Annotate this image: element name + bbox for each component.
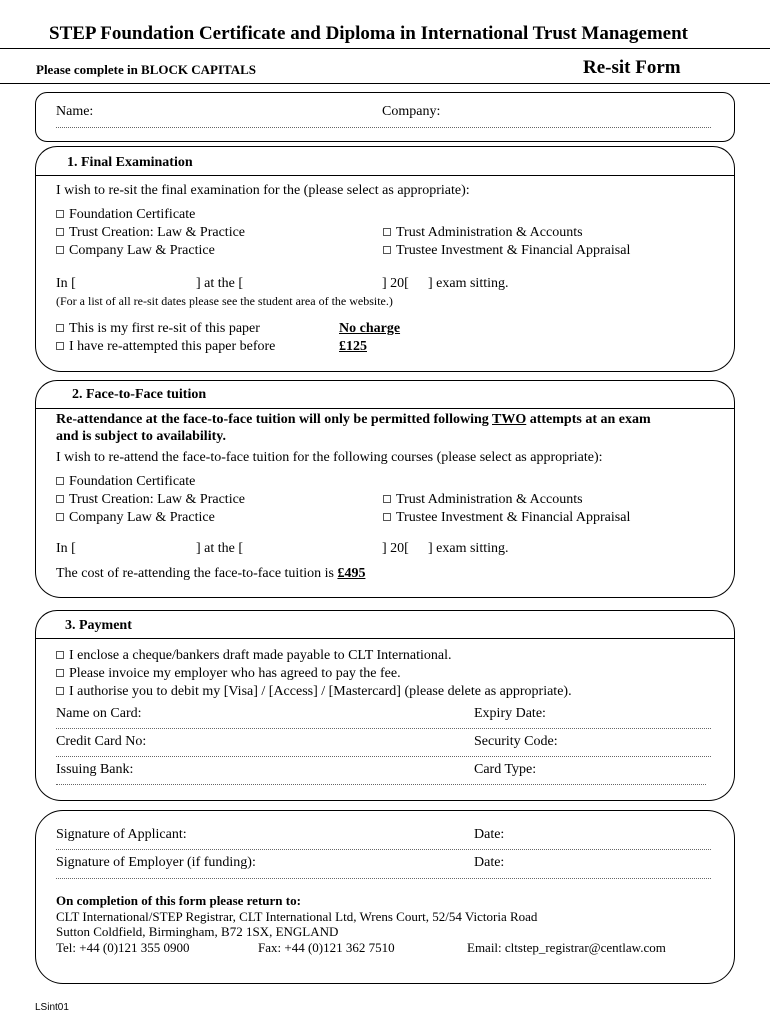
s2-option-trustee-investment[interactable]: Trustee Investment & Financial Appraisal <box>383 510 630 526</box>
checkbox[interactable] <box>383 495 391 503</box>
s1-option-trust-admin[interactable]: Trust Administration & Accounts <box>383 225 583 241</box>
name-label: Name: <box>56 104 94 119</box>
s1-option-foundation[interactable]: Foundation Certificate <box>56 207 195 223</box>
details-write-line[interactable] <box>56 127 711 128</box>
applicant-date-label: Date: <box>474 827 505 842</box>
return-heading: On completion of this form please return to: <box>56 893 301 908</box>
s2-sitting-year: ] 20[ <box>382 541 409 556</box>
s2-option-foundation[interactable]: Foundation Certificate <box>56 474 195 490</box>
expiry-date-label: Expiry Date: <box>474 706 546 721</box>
return-fax: Fax: +44 (0)121 362 7510 <box>258 940 395 955</box>
header-divider <box>0 48 770 49</box>
pay-invoice[interactable]: Please invoice my employer who has agreed to pay the fee. <box>56 666 401 682</box>
checkbox[interactable] <box>56 477 64 485</box>
s1-option-company-law[interactable]: Company Law & Practice <box>56 243 215 259</box>
s1-sitting-year: ] 20[ <box>382 276 409 291</box>
s1-first-resit-price: No charge <box>339 321 401 336</box>
employer-signature-line[interactable] <box>56 878 711 879</box>
s2-sitting-in: In [ <box>56 541 76 556</box>
pay-cheque[interactable]: I enclose a cheque/bankers draft made payable to CLT International. <box>56 648 452 664</box>
s1-resit-dates-note: (For a list of all re-sit dates please see the student area of the website.) <box>56 294 393 308</box>
return-address-2: Sutton Coldfield, Birmingham, B72 1SX, ENGLAND <box>56 924 339 939</box>
checkbox[interactable] <box>56 210 64 218</box>
section2-notice-cont: and is subject to availability. <box>56 429 226 444</box>
security-code-label: Security Code: <box>474 734 558 749</box>
card-no-label: Credit Card No: <box>56 734 147 749</box>
issuing-bank-line[interactable] <box>56 784 706 785</box>
company-label: Company: <box>382 104 441 119</box>
s2-sitting-suffix: ] exam sitting. <box>428 541 509 556</box>
checkbox[interactable] <box>383 513 391 521</box>
issuing-bank-label: Issuing Bank: <box>56 762 134 777</box>
employer-date-label: Date: <box>474 855 505 870</box>
return-email: Email: cltstep_registrar@centlaw.com <box>467 940 666 955</box>
checkbox[interactable] <box>56 246 64 254</box>
s1-option-trust-creation[interactable]: Trust Creation: Law & Practice <box>56 225 245 241</box>
section1-heading: 1. Final Examination <box>67 155 193 170</box>
checkbox[interactable] <box>56 495 64 503</box>
s2-cost-price: £495 <box>337 566 366 581</box>
name-on-card-label: Name on Card: <box>56 706 142 721</box>
return-tel: Tel: +44 (0)121 355 0900 <box>56 940 190 955</box>
applicant-signature-line[interactable] <box>56 849 711 850</box>
form-name: Re-sit Form <box>583 57 681 78</box>
s2-option-trust-admin[interactable]: Trust Administration & Accounts <box>383 492 583 508</box>
employer-signature-label: Signature of Employer (if funding): <box>56 855 256 870</box>
return-address-1: CLT International/STEP Registrar, CLT International Ltd, Wrens Court, 52/54 Victoria Road <box>56 909 538 924</box>
s1-option-trustee-investment[interactable]: Trustee Investment & Financial Appraisal <box>383 243 630 259</box>
name-on-card-line[interactable] <box>56 728 711 729</box>
checkbox[interactable] <box>56 342 64 350</box>
s2-cost: The cost of re-attending the face-to-face tuition is £495 <box>56 566 366 581</box>
section2-notice: Re-attendance at the face-to-face tuition will only be permitted following TWO attempts at an exam <box>56 412 651 427</box>
s2-option-company-law[interactable]: Company Law & Practice <box>56 510 215 526</box>
block-capitals-instruction: Please complete in BLOCK CAPITALS <box>36 62 257 77</box>
card-type-label: Card Type: <box>474 762 537 777</box>
s1-sitting-in: In [ <box>56 276 76 291</box>
checkbox[interactable] <box>56 228 64 236</box>
s2-option-trust-creation[interactable]: Trust Creation: Law & Practice <box>56 492 245 508</box>
section2-intro: I wish to re-attend the face-to-face tuition for the following courses (please select as appropriate): <box>56 450 603 465</box>
checkbox[interactable] <box>383 228 391 236</box>
applicant-signature-label: Signature of Applicant: <box>56 827 187 842</box>
pay-debit[interactable]: I authorise you to debit my [Visa] / [Access] / [Mastercard] (please delete as appropriate). <box>56 684 572 700</box>
s1-first-resit[interactable]: This is my first re-sit of this paper <box>56 321 260 337</box>
checkbox[interactable] <box>56 669 64 677</box>
checkbox[interactable] <box>56 651 64 659</box>
s2-sitting-at: ] at the [ <box>196 541 244 556</box>
form-code: LSint01 <box>35 1002 69 1013</box>
section3-heading: 3. Payment <box>65 618 132 633</box>
checkbox[interactable] <box>56 324 64 332</box>
s1-sitting-suffix: ] exam sitting. <box>428 276 509 291</box>
section1-intro: I wish to re-sit the final examination for the (please select as appropriate): <box>56 183 470 198</box>
page-title: STEP Foundation Certificate and Diploma in International Trust Management <box>49 23 688 44</box>
section2-heading: 2. Face-to-Face tuition <box>72 387 207 402</box>
card-no-line[interactable] <box>56 756 711 757</box>
checkbox[interactable] <box>56 513 64 521</box>
s1-reattempt[interactable]: I have re-attempted this paper before <box>56 339 275 355</box>
checkbox[interactable] <box>56 687 64 695</box>
section3-tab <box>35 610 735 639</box>
checkbox[interactable] <box>383 246 391 254</box>
s1-sitting-at: ] at the [ <box>196 276 244 291</box>
s1-reattempt-price: £125 <box>339 339 367 354</box>
header-divider-2 <box>0 83 770 84</box>
